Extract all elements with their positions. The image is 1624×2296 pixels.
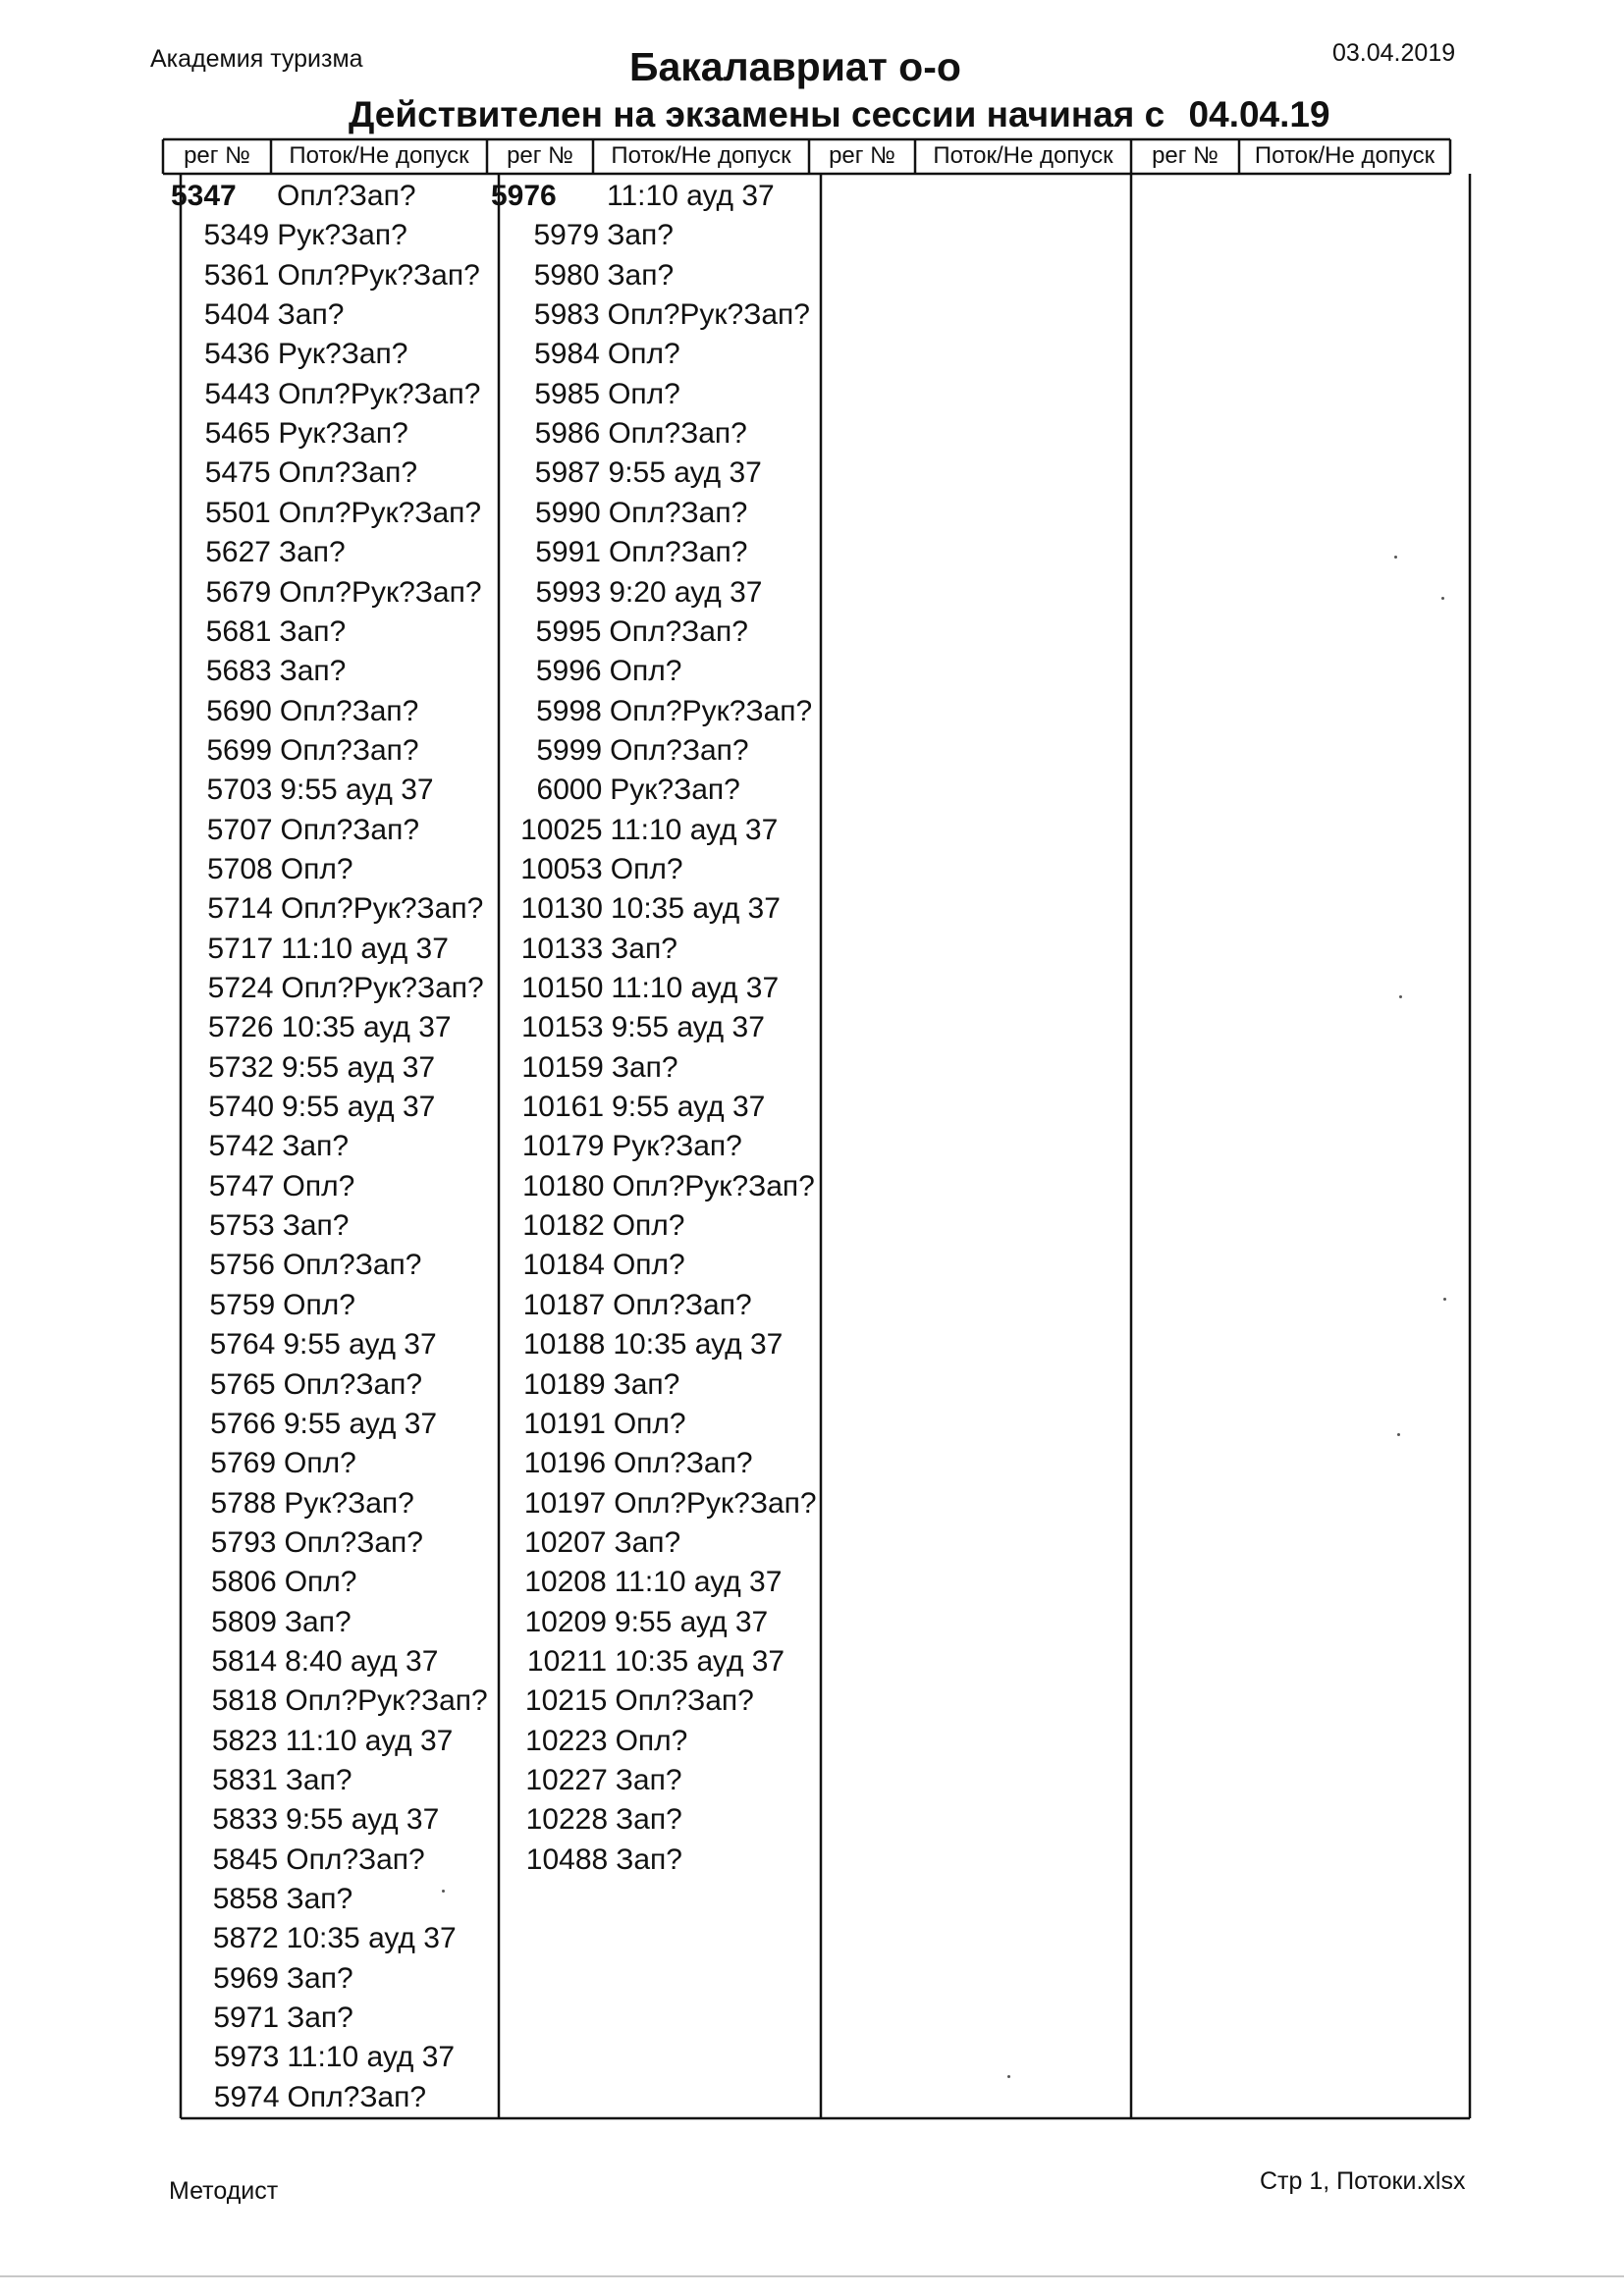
table-row bbox=[177, 1206, 350, 1246]
table-row bbox=[493, 454, 762, 493]
table-row bbox=[495, 969, 779, 1008]
table-row bbox=[497, 1246, 685, 1285]
flow-status: 9:55 ауд 37 bbox=[286, 1803, 440, 1837]
reg-number: 5753 bbox=[208, 1209, 275, 1243]
flow-status: Зап? bbox=[277, 298, 345, 332]
reg-number: 10189 bbox=[523, 1367, 606, 1401]
table-row bbox=[176, 1127, 349, 1166]
reg-number: 5872 bbox=[212, 1922, 279, 1955]
table-row bbox=[491, 256, 674, 295]
flow-status: Опл? bbox=[284, 1447, 356, 1480]
table-row bbox=[498, 1405, 686, 1444]
reg-number: 5823 bbox=[211, 1724, 278, 1757]
reg-number: 10197 bbox=[523, 1486, 607, 1520]
reg-number: 5983 bbox=[533, 298, 600, 332]
flow-status: Рук?Зап? bbox=[284, 1486, 414, 1520]
flow-status: Опл? bbox=[615, 1724, 688, 1757]
flow-status: 10:35 ауд 37 bbox=[610, 892, 781, 926]
table-row bbox=[494, 692, 812, 731]
header-flow-1: Поток/Не допуск bbox=[289, 142, 469, 169]
flow-status: Опл?Зап? bbox=[286, 1842, 425, 1876]
flow-status: Зап? bbox=[607, 219, 674, 252]
reg-number: 5708 bbox=[206, 852, 273, 885]
organization-name: Академия туризма bbox=[150, 45, 363, 73]
table-row bbox=[181, 1959, 353, 1999]
reg-number: 5765 bbox=[209, 1367, 276, 1401]
flow-status: Опл?Зап? bbox=[278, 456, 418, 490]
table-row bbox=[177, 1167, 355, 1206]
reg-number: 10207 bbox=[524, 1525, 607, 1559]
flow-status: 11:10 ауд 37 bbox=[287, 2041, 456, 2074]
table-row bbox=[179, 1642, 438, 1682]
flow-status: 11:10 ауд 37 bbox=[610, 813, 779, 846]
table-row bbox=[176, 1048, 435, 1088]
table-row bbox=[175, 811, 420, 850]
table-row bbox=[175, 889, 483, 929]
flow-status: Опл? bbox=[612, 1249, 685, 1282]
table-row bbox=[176, 1088, 435, 1127]
table-row bbox=[497, 1167, 815, 1206]
reg-number: 10179 bbox=[521, 1130, 605, 1163]
flow-status: Опл?Зап? bbox=[287, 2080, 427, 2113]
reg-number: 5788 bbox=[210, 1486, 277, 1520]
reg-number: 5809 bbox=[211, 1605, 277, 1638]
reg-number: 5627 bbox=[205, 536, 271, 569]
flow-status: 9:55 ауд 37 bbox=[283, 1407, 438, 1440]
flow-status: Рук?Зап? bbox=[277, 338, 408, 371]
flow-status: 11:10 ауд 37 bbox=[611, 972, 780, 1004]
table-row bbox=[493, 494, 748, 533]
header-flow-3: Поток/Не допуск bbox=[933, 142, 1113, 169]
table-row bbox=[182, 2078, 427, 2117]
reg-number: 5759 bbox=[209, 1288, 276, 1321]
reg-number: 10180 bbox=[522, 1169, 605, 1202]
reg-number: 5979 bbox=[533, 219, 600, 252]
flow-status: Зап? bbox=[613, 1367, 680, 1401]
reg-number: 10209 bbox=[524, 1605, 607, 1638]
flow-status: Опл?Рук?Зап? bbox=[277, 258, 480, 292]
table-row bbox=[497, 1206, 685, 1246]
table-row bbox=[171, 177, 416, 216]
flow-status: Опл?Зап? bbox=[608, 417, 747, 451]
validity-date: 04.04.19 bbox=[1188, 94, 1330, 134]
reg-number: 10159 bbox=[521, 1050, 604, 1084]
table-row bbox=[179, 1603, 352, 1642]
reg-number: 5764 bbox=[209, 1328, 276, 1362]
flow-status: 11:10 ауд 37 bbox=[281, 932, 449, 965]
table-row bbox=[493, 573, 762, 613]
reg-number: 10182 bbox=[522, 1209, 605, 1243]
footer-page-info: Стр 1, Потоки.xlsx bbox=[1260, 2167, 1466, 2195]
header-reg-1: рег № bbox=[184, 142, 250, 169]
table-row bbox=[174, 652, 347, 691]
document-date: 03.04.2019 bbox=[1332, 39, 1456, 67]
flow-status: Опл?Рук?Зап? bbox=[278, 377, 481, 410]
reg-number: 10187 bbox=[522, 1288, 606, 1321]
scan-edge bbox=[0, 2275, 1624, 2277]
reg-number: 5990 bbox=[535, 496, 601, 529]
reg-number: 5971 bbox=[213, 2002, 280, 2035]
flow-status: 10:35 ауд 37 bbox=[281, 1011, 452, 1044]
reg-number: 10150 bbox=[520, 972, 604, 1004]
table-row bbox=[180, 1841, 425, 1880]
flow-status: 9:55 ауд 37 bbox=[611, 1011, 765, 1044]
reg-number: 10161 bbox=[521, 1091, 605, 1124]
flow-status: 9:55 ауд 37 bbox=[614, 1605, 769, 1638]
reg-number: 5845 bbox=[212, 1842, 279, 1876]
table-row bbox=[494, 652, 682, 691]
flow-status: Зап? bbox=[607, 258, 675, 292]
reg-number: 10215 bbox=[524, 1684, 608, 1718]
reg-number: 5690 bbox=[206, 694, 272, 727]
reg-number: 10223 bbox=[525, 1724, 608, 1757]
reg-number: 5347 bbox=[171, 180, 237, 212]
table-row bbox=[492, 335, 680, 374]
flow-status: Зап? bbox=[616, 1803, 682, 1837]
reg-number: 10184 bbox=[522, 1249, 605, 1282]
flow-status: Опл?Зап? bbox=[608, 536, 748, 569]
flow-status: Опл?Рук?Зап? bbox=[614, 1486, 817, 1520]
flow-status: Опл? bbox=[609, 655, 682, 688]
header-reg-2: рег № bbox=[507, 142, 573, 169]
reg-number: 5999 bbox=[536, 733, 603, 767]
flow-status: Зап? bbox=[284, 1605, 352, 1638]
flow-status: Рук?Зап? bbox=[277, 219, 407, 252]
flow-status: Опл? bbox=[284, 1566, 357, 1599]
reg-number: 10153 bbox=[521, 1011, 604, 1044]
flow-status: Зап? bbox=[611, 932, 677, 965]
table-row bbox=[178, 1444, 356, 1483]
table-row bbox=[178, 1365, 423, 1405]
flow-status: Опл?Зап? bbox=[613, 1288, 752, 1321]
table-row bbox=[499, 1682, 754, 1721]
table-row bbox=[173, 613, 346, 652]
reg-number: 10188 bbox=[522, 1328, 606, 1362]
table-row bbox=[498, 1523, 680, 1563]
table-row bbox=[496, 1088, 765, 1127]
flow-status: Опл? bbox=[607, 338, 680, 371]
reg-number: 5974 bbox=[213, 2080, 280, 2113]
reg-number: 5991 bbox=[535, 536, 601, 569]
scan-speck bbox=[1443, 1298, 1446, 1301]
flow-status: Опл?Рук?Зап? bbox=[278, 496, 482, 529]
flow-status: Опл? bbox=[280, 852, 353, 885]
flow-status: 9:55 ауд 37 bbox=[283, 1328, 437, 1362]
reg-number: 5980 bbox=[533, 258, 600, 292]
flow-status: Рук?Зап? bbox=[610, 774, 740, 807]
table-row bbox=[496, 1008, 765, 1047]
table-row bbox=[174, 731, 419, 771]
flow-status: Зап? bbox=[285, 1764, 352, 1796]
reg-number: 5996 bbox=[535, 655, 602, 688]
reg-number: 5465 bbox=[204, 417, 271, 451]
flow-status: Опл?Зап? bbox=[280, 733, 419, 767]
table-row bbox=[180, 1800, 439, 1840]
table-row bbox=[492, 414, 747, 454]
reg-number: 5769 bbox=[210, 1447, 277, 1480]
flow-status: Опл?Зап? bbox=[608, 496, 748, 529]
reg-number: 5740 bbox=[208, 1091, 275, 1124]
flow-status: Опл?Рук?Зап? bbox=[612, 1169, 815, 1202]
table-row bbox=[494, 771, 740, 810]
flow-status: 10:35 ауд 37 bbox=[613, 1328, 784, 1362]
table-row bbox=[175, 969, 483, 1008]
table-row bbox=[177, 1286, 355, 1325]
flow-status: Опл?Рук?Зап? bbox=[609, 694, 813, 727]
reg-number: 5793 bbox=[210, 1525, 277, 1559]
flow-status: Зап? bbox=[279, 614, 347, 648]
table-row bbox=[177, 1246, 422, 1285]
flow-status: Зап? bbox=[286, 1883, 353, 1916]
table-row bbox=[494, 731, 749, 771]
reg-number: 5681 bbox=[205, 614, 272, 648]
scan-speck bbox=[1399, 995, 1402, 998]
scan-speck bbox=[1394, 556, 1397, 559]
table-row bbox=[180, 1761, 352, 1800]
table-row bbox=[499, 1603, 768, 1642]
table-row bbox=[181, 1999, 353, 2038]
flow-status: Зап? bbox=[287, 2002, 353, 2035]
reg-number: 5361 bbox=[203, 258, 270, 292]
reg-number: 5349 bbox=[203, 219, 270, 252]
table-row bbox=[500, 1800, 682, 1840]
flow-status: Опл?Зап? bbox=[614, 1447, 753, 1480]
reg-number: 5703 bbox=[206, 774, 273, 807]
reg-number: 5766 bbox=[210, 1407, 276, 1440]
table-row bbox=[493, 533, 748, 572]
table-row bbox=[178, 1523, 423, 1563]
reg-number: 5995 bbox=[535, 614, 602, 648]
table-row bbox=[172, 335, 408, 374]
flow-status: Опл?Зап? bbox=[609, 614, 748, 648]
table-row bbox=[173, 573, 481, 613]
flow-status: Опл?Зап? bbox=[615, 1684, 754, 1718]
reg-number: 10130 bbox=[520, 892, 603, 926]
flow-status: 10:35 ауд 37 bbox=[286, 1922, 457, 1955]
flow-status: Опл?Зап? bbox=[277, 180, 416, 212]
reg-number: 5742 bbox=[208, 1130, 275, 1163]
reg-number: 5818 bbox=[211, 1684, 278, 1718]
table-row bbox=[500, 1761, 682, 1800]
reg-number: 5699 bbox=[206, 733, 273, 767]
reg-number: 5986 bbox=[534, 417, 601, 451]
reg-number: 10227 bbox=[525, 1764, 608, 1796]
table-row bbox=[179, 1682, 487, 1721]
table-row bbox=[173, 454, 418, 493]
table-row bbox=[498, 1484, 816, 1523]
reg-number: 10133 bbox=[520, 932, 604, 965]
reg-number: 5998 bbox=[536, 694, 602, 727]
table-row bbox=[171, 216, 407, 255]
scan-speck bbox=[1397, 1433, 1400, 1436]
reg-number: 5443 bbox=[204, 377, 271, 410]
page-title: Бакалавриат о-о bbox=[629, 44, 961, 89]
reg-number: 10191 bbox=[523, 1407, 606, 1440]
table-row bbox=[497, 1286, 752, 1325]
flow-status: Опл? bbox=[282, 1169, 355, 1202]
flow-status: 9:55 ауд 37 bbox=[280, 774, 434, 807]
flow-status: Опл?Зап? bbox=[280, 813, 420, 846]
reg-number: 5732 bbox=[208, 1050, 274, 1084]
flow-status: Опл?Зап? bbox=[279, 694, 419, 727]
flow-status: Опл?Рук?Зап? bbox=[607, 298, 810, 332]
table-row bbox=[173, 494, 481, 533]
reg-number: 10208 bbox=[524, 1566, 607, 1599]
reg-number: 5679 bbox=[205, 575, 272, 609]
flow-status: Опл?Зап? bbox=[283, 1367, 423, 1401]
flow-status: Опл? bbox=[608, 377, 680, 410]
flow-status: 9:55 ауд 37 bbox=[282, 1091, 436, 1124]
table-row bbox=[181, 1919, 457, 1958]
scan-speck bbox=[1441, 597, 1444, 600]
reg-number: 5756 bbox=[209, 1249, 275, 1282]
flow-status: Рук?Зап? bbox=[278, 417, 408, 451]
reg-number: 5436 bbox=[204, 338, 270, 371]
table-row bbox=[498, 1444, 753, 1483]
table-row bbox=[499, 1642, 785, 1682]
table-row bbox=[178, 1484, 414, 1523]
table-row bbox=[177, 1325, 436, 1364]
table-row bbox=[174, 692, 419, 731]
reg-number: 5724 bbox=[207, 972, 274, 1004]
flow-status: Опл? bbox=[612, 1209, 685, 1243]
reg-number: 5683 bbox=[205, 655, 272, 688]
header-reg-4: рег № bbox=[1152, 142, 1218, 169]
flow-status: 8:40 ауд 37 bbox=[285, 1644, 439, 1678]
reg-number: 5993 bbox=[535, 575, 602, 609]
reg-number: 5747 bbox=[208, 1169, 275, 1202]
reg-number: 5707 bbox=[206, 813, 273, 846]
reg-number: 5726 bbox=[207, 1011, 274, 1044]
reg-number: 6000 bbox=[536, 774, 603, 807]
flow-status: Опл? bbox=[613, 1407, 686, 1440]
flow-status: Опл?Зап? bbox=[610, 733, 749, 767]
table-row bbox=[176, 1008, 452, 1047]
table-row bbox=[180, 1880, 352, 1919]
table-row bbox=[498, 1365, 680, 1405]
table-row bbox=[492, 295, 810, 335]
flow-status: Зап? bbox=[279, 655, 347, 688]
flow-status: 9:55 ауд 37 bbox=[612, 1091, 766, 1124]
reg-number: 5984 bbox=[534, 338, 600, 371]
flow-status: Рук?Зап? bbox=[612, 1130, 742, 1163]
flow-status: 11:10 ауд 37 bbox=[285, 1724, 454, 1757]
reg-number: 5475 bbox=[204, 456, 271, 490]
reg-number: 5985 bbox=[534, 377, 601, 410]
flow-status: 9:55 ауд 37 bbox=[281, 1050, 436, 1084]
table-row bbox=[171, 256, 479, 295]
table-row bbox=[491, 177, 775, 216]
reg-number: 5717 bbox=[207, 932, 274, 965]
table-row bbox=[172, 375, 480, 414]
table-row bbox=[179, 1563, 357, 1602]
flow-status: 11:10 ауд 37 bbox=[614, 1566, 783, 1599]
flow-status: Опл?Рук?Зап? bbox=[281, 972, 484, 1004]
table-row bbox=[496, 1127, 742, 1166]
flow-status: Опл?Зап? bbox=[284, 1525, 423, 1559]
header-flow-2: Поток/Не допуск bbox=[611, 142, 791, 169]
reg-number: 5976 bbox=[491, 180, 557, 212]
scan-speck bbox=[1007, 2075, 1010, 2078]
flow-status: Опл? bbox=[610, 852, 683, 885]
footer-methodist: Методист bbox=[169, 2177, 279, 2205]
header-flow-4: Поток/Не допуск bbox=[1254, 142, 1435, 169]
table-row bbox=[174, 771, 433, 810]
validity-text: Действителен на экзамены сессии начиная с bbox=[349, 94, 1165, 134]
table-row bbox=[491, 216, 674, 255]
table-row bbox=[499, 1563, 783, 1602]
table-row bbox=[178, 1405, 437, 1444]
reg-number: 10196 bbox=[523, 1447, 607, 1480]
header-reg-3: рег № bbox=[829, 142, 895, 169]
flow-status: 9:55 ауд 37 bbox=[608, 456, 762, 490]
table-row bbox=[493, 613, 748, 652]
flow-status: Зап? bbox=[282, 1209, 350, 1243]
flow-status: Опл?Рук?Зап? bbox=[279, 575, 482, 609]
reg-number: 5987 bbox=[534, 456, 601, 490]
reg-number: 10025 bbox=[520, 813, 603, 846]
reg-number: 10053 bbox=[520, 852, 603, 885]
table-row bbox=[180, 1722, 454, 1761]
table-row bbox=[500, 1841, 682, 1880]
flow-status: Опл?Рук?Зап? bbox=[285, 1684, 488, 1718]
table-row bbox=[175, 850, 353, 889]
reg-number: 10228 bbox=[525, 1803, 609, 1837]
flow-status: Опл?Рук?Зап? bbox=[280, 892, 484, 926]
table-row bbox=[496, 1048, 678, 1088]
flow-status: Зап? bbox=[615, 1764, 682, 1796]
flow-status: Опл? bbox=[283, 1288, 355, 1321]
table-row bbox=[172, 414, 408, 454]
reg-number: 5806 bbox=[210, 1566, 277, 1599]
table-row bbox=[492, 375, 680, 414]
flow-status: 9:20 ауд 37 bbox=[609, 575, 763, 609]
reg-number: 5833 bbox=[212, 1803, 279, 1837]
flow-status: 10:35 ауд 37 bbox=[615, 1644, 785, 1678]
flow-status: Зап? bbox=[282, 1130, 349, 1163]
table-row bbox=[172, 295, 345, 335]
table-row bbox=[497, 1325, 783, 1364]
reg-number: 5969 bbox=[213, 1961, 279, 1995]
table-row bbox=[175, 930, 449, 969]
flow-status: Зап? bbox=[286, 1961, 353, 1995]
scan-speck bbox=[442, 1890, 445, 1893]
reg-number: 5714 bbox=[207, 892, 273, 926]
reg-number: 5814 bbox=[211, 1644, 278, 1678]
table-row bbox=[495, 811, 779, 850]
reg-number: 5404 bbox=[203, 298, 270, 332]
table-row bbox=[500, 1722, 688, 1761]
flow-status: Опл?Зап? bbox=[282, 1249, 422, 1282]
flow-status: 11:10 ауд 37 bbox=[607, 180, 775, 212]
reg-number: 5973 bbox=[213, 2041, 280, 2074]
reg-number: 10488 bbox=[525, 1842, 609, 1876]
flow-status: Зап? bbox=[614, 1525, 681, 1559]
flow-status: Зап? bbox=[616, 1842, 682, 1876]
table-row bbox=[173, 533, 346, 572]
table-row bbox=[495, 930, 677, 969]
reg-number: 10211 bbox=[526, 1644, 608, 1678]
flow-status: Зап? bbox=[278, 536, 346, 569]
table-row bbox=[181, 2038, 455, 2077]
table-row bbox=[495, 850, 683, 889]
reg-number: 5858 bbox=[212, 1883, 279, 1916]
flow-status: Зап? bbox=[611, 1050, 678, 1084]
reg-number: 5831 bbox=[212, 1764, 278, 1796]
reg-number: 5501 bbox=[205, 496, 271, 529]
table-row bbox=[495, 889, 781, 929]
